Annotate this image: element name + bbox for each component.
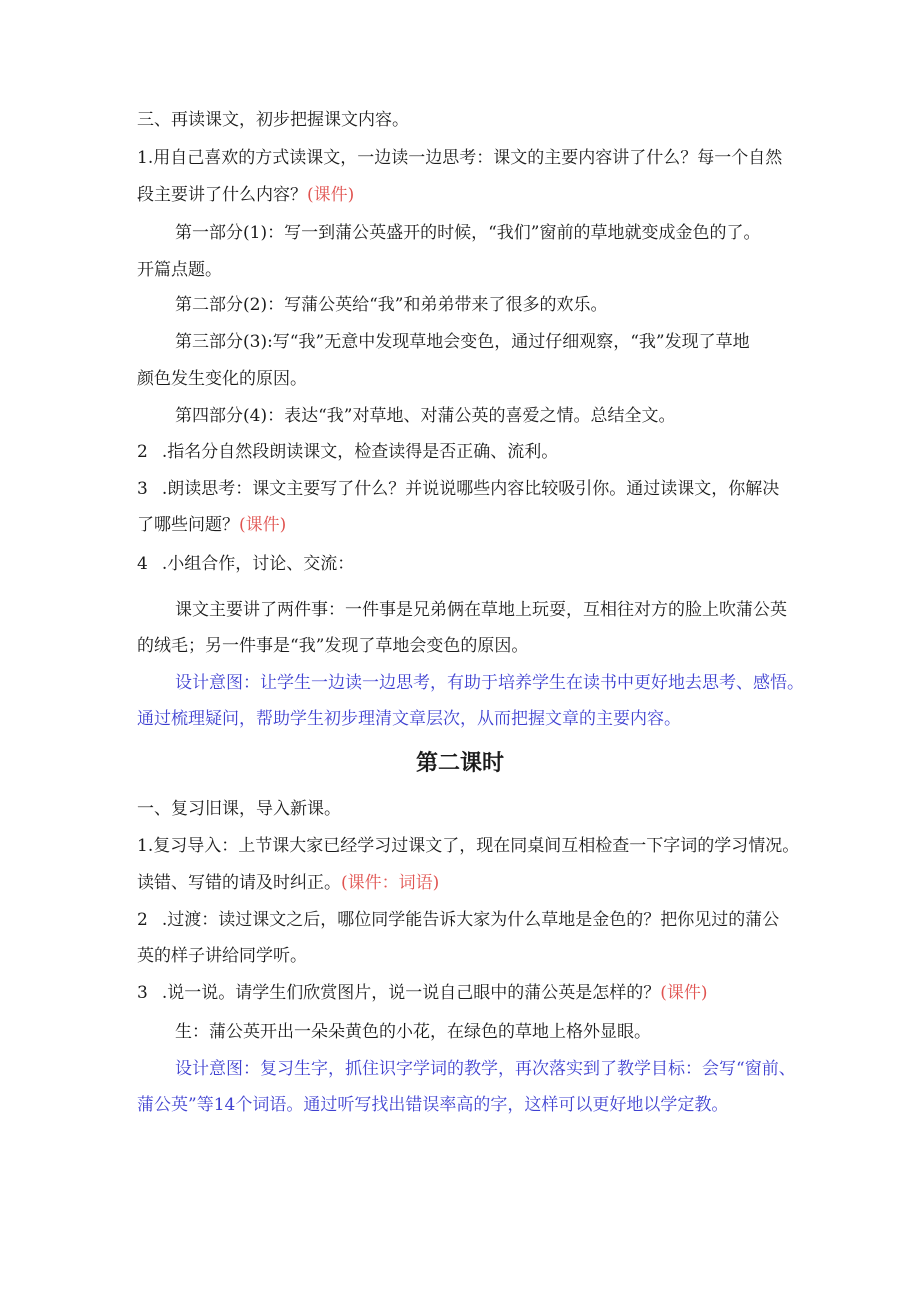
item-2-text: .指名分自然段朗读课文，检查读得是否正确、流利。: [161, 442, 559, 462]
courseware-note: (课件): [307, 185, 355, 205]
design-intent-2-line-1: 设计意图：复习生字，抓住识字学词的教学，再次落实到了教学目标：会写“窗前、: [175, 1059, 796, 1079]
part-1-line-1: 第一部分(1)：写一到蒲公英盛开的时候，“我们”窗前的草地就变成金色的了。: [175, 223, 761, 243]
review-item-3: [137, 981, 708, 1005]
lesson-2-heading: 一、复习旧课，导入新课。: [137, 799, 341, 819]
part-1-line-2: 开篇点题。: [137, 260, 222, 280]
item-3-line-2: [137, 513, 286, 537]
item-1-line-2: [137, 183, 354, 207]
item-4: [137, 552, 354, 576]
review-item-3-number: 3: [137, 983, 148, 1003]
item-4-text: .小组合作，讨论、交流：: [161, 554, 355, 574]
section-heading: 三、再读课文，初步把握课文内容。: [137, 110, 409, 130]
lesson-2-title: 第二课时: [415, 751, 504, 776]
review-item-2-number: 2: [137, 910, 148, 930]
answer-line-2: 的绒毛；另一件事是“我”发现了草地会变色的原因。: [137, 636, 529, 656]
item-3-text-2: 了哪些问题？: [137, 515, 239, 535]
review-item-2-text: .过渡：读过课文之后，哪位同学能告诉大家为什么草地是金色的？把你见过的蒲公: [161, 910, 780, 930]
review-item-2-line-2: 英的样子讲给同学听。: [137, 946, 307, 966]
review-item-1-line-2: [137, 871, 439, 895]
courseware-note: (课件): [239, 515, 287, 535]
item-2: [137, 440, 558, 464]
design-intent-line-1: 设计意图：让学生一边读一边思考，有助于培养学生在读书中更好地去思考、感悟。: [175, 673, 804, 693]
item-2-number: 2: [137, 442, 148, 462]
item-3-line-1: [137, 477, 779, 501]
answer-line-1: 课文主要讲了两件事：一件事是兄弟俩在草地上玩耍，互相往对方的脸上吹蒲公英: [175, 600, 787, 620]
student-answer: 生：蒲公英开出一朵朵黄色的小花，在绿色的草地上格外显眼。: [175, 1022, 651, 1042]
part-3-line-2: 颜色发生变化的原因。: [137, 369, 307, 389]
review-item-2-line-1: [137, 908, 779, 932]
item-3-number: 3: [137, 479, 148, 499]
design-intent-line-2: 通过梳理疑问，帮助学生初步理清文章层次，从而把握文章的主要内容。: [137, 709, 681, 729]
review-item-1-line-1: 1.复习导入：上节课大家已经学习过课文了，现在同桌间互相检查一下字词的学习情况。: [137, 836, 800, 856]
review-item-1-text: 读错、写错的请及时纠正。: [137, 873, 341, 893]
item-1-line-1: 1.用自己喜欢的方式读课文，一边读一边思考：课文的主要内容讲了什么？每一个自然: [137, 148, 783, 168]
part-2-line: 第二部分(2)：写蒲公英给“我”和弟弟带来了很多的欢乐。: [175, 295, 608, 315]
item-3-text: .朗读思考：课文主要写了什么？并说说哪些内容比较吸引你。通过读课文，你解决: [161, 479, 780, 499]
item-4-number: 4: [137, 554, 148, 574]
part-4-line: 第四部分(4)：表达“我”对草地、对蒲公英的喜爱之情。总结全文。: [175, 406, 676, 426]
review-item-3-text: .说一说。请学生们欣赏图片，说一说自己眼中的蒲公英是怎样的？: [161, 983, 661, 1003]
part-3-line-1: 第三部分(3):写“我”无意中发现草地会变色，通过仔细观察，“我”发现了草地: [175, 332, 750, 352]
courseware-note: (课件): [660, 983, 708, 1003]
courseware-note: (课件：词语): [341, 873, 440, 893]
design-intent-2-line-2: 蒲公英”等14个词语。通过听写找出错误率高的字，这样可以更好地以学定教。: [137, 1095, 729, 1115]
item-1-text: 段主要讲了什么内容？: [137, 185, 307, 205]
